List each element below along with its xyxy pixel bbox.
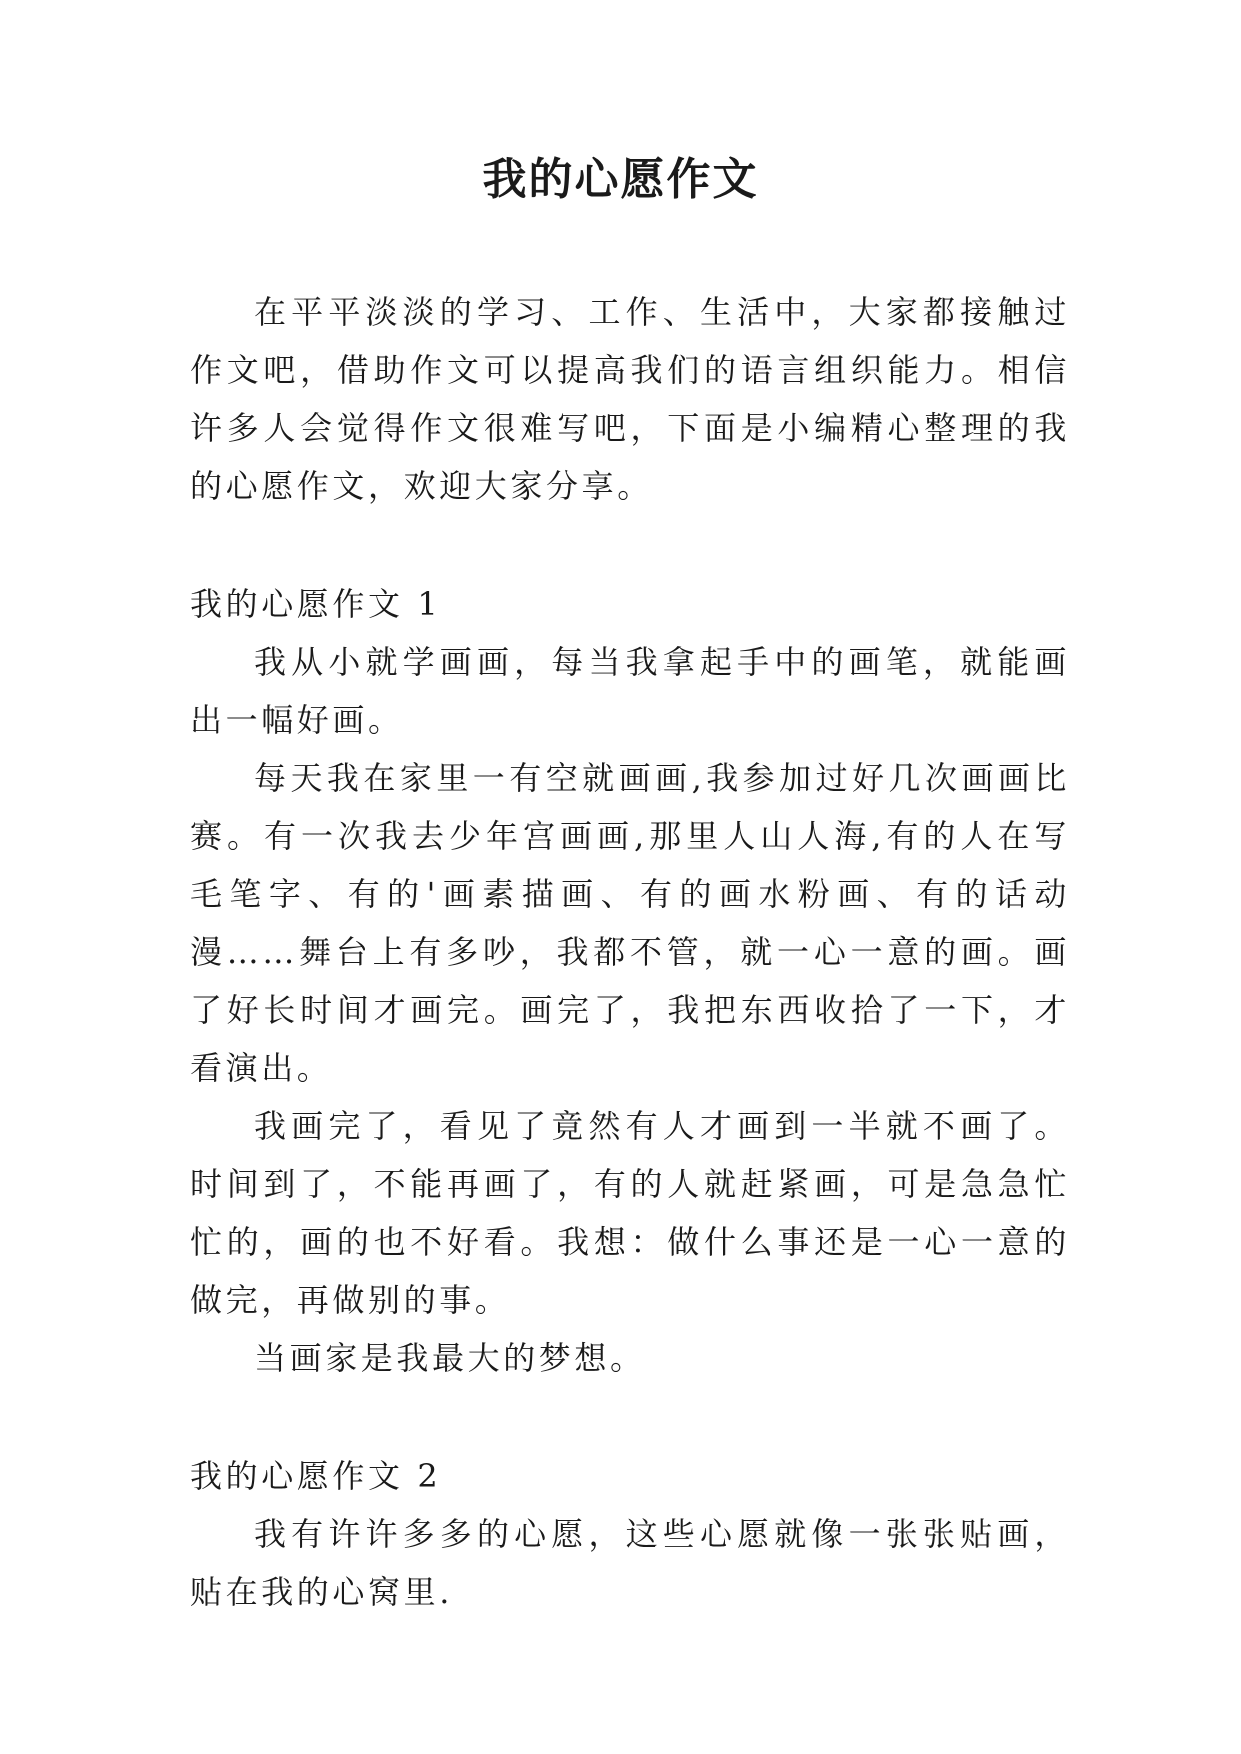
section-2-paragraph-1: 我有许许多多的心愿，这些心愿就像一张张贴画，贴在我的心窝里. (190, 1515, 1070, 1611)
document-body (190, 283, 1070, 1621)
section-1-paragraph-1: 我从小就学画画，每当我拿起手中的画笔，就能画出一幅好画。 (190, 643, 1070, 739)
section-1-paragraph-4: 当画家是我最大的梦想。 (254, 1339, 646, 1377)
intro-paragraph: 在平平淡淡的学习、工作、生活中，大家都接触过作文吧，借助作文可以提高我们的语言组织能力。相信许多人会觉得作文很难写吧，下面是小编精心整理的我的心愿作文，欢迎大家分享。 (190, 293, 1070, 505)
section-1-paragraph-3: 我画完了，看见了竟然有人才画到一半就不画了。时间到了，不能再画了，有的人就赶紧画，可是急急忙忙的，画的也不好看。我想：做什么事还是一心一意的做完，再做别的事。 (190, 1107, 1070, 1319)
section-heading-2: 我的心愿作文 2 (190, 1457, 442, 1495)
section-heading-1: 我的心愿作文 1 (190, 585, 442, 623)
document-title: 我的心愿作文 (482, 154, 759, 205)
section-1-paragraph-2: 每天我在家里一有空就画画,我参加过好几次画画比赛。有一次我去少年宫画画,那里人山人海,有的人在写毛笔字、有的'画素描画、有的画水粉画、有的话动漫……舞台上有多吵，我都不管，就一心一意的画。画了好长时间才画完。画完了，我把东西收拾了一下，才看演出。 (190, 759, 1070, 1087)
